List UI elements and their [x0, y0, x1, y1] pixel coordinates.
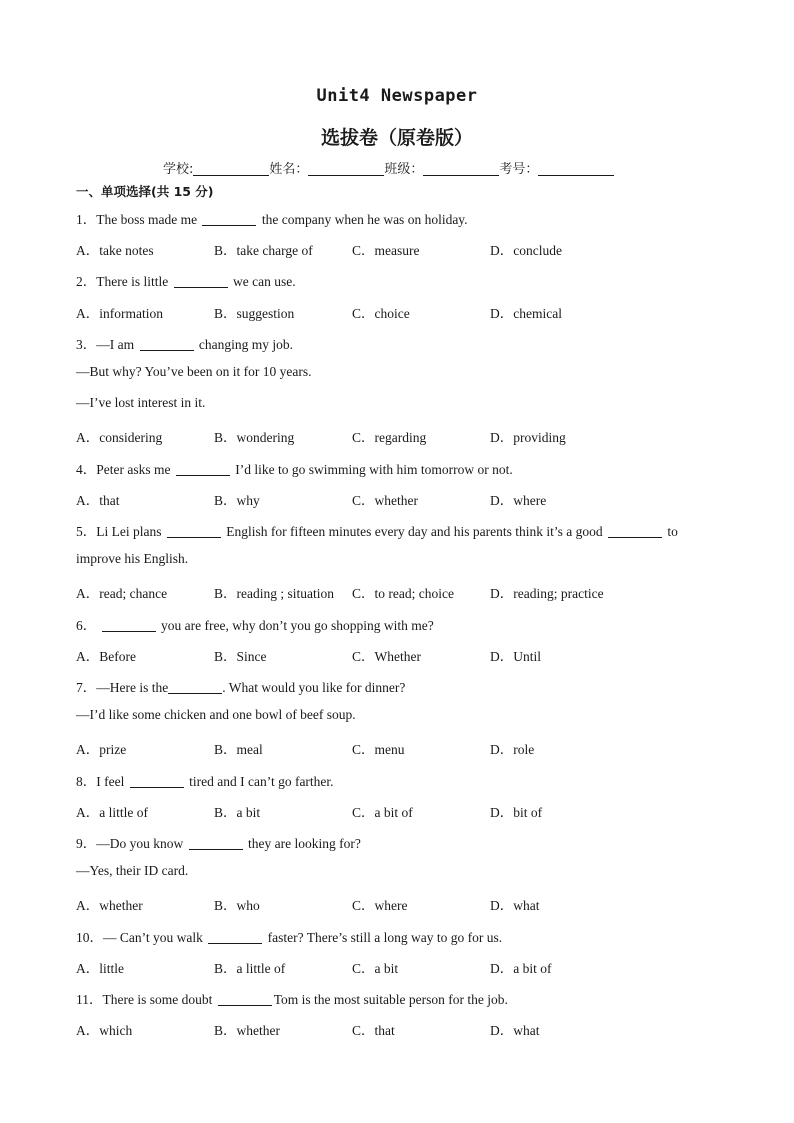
- option-d[interactable]: D．providing: [490, 430, 566, 445]
- question-text: —I am: [96, 337, 135, 352]
- school-label: 学校:: [163, 162, 194, 177]
- question-text: the company when he was on holiday.: [261, 212, 468, 227]
- option-c[interactable]: C．menu: [352, 742, 405, 757]
- question-7: [76, 676, 405, 696]
- option-c[interactable]: C．whether: [352, 493, 418, 508]
- option-d[interactable]: D．role: [490, 742, 535, 757]
- question-text: . What would you like for dinner?: [222, 680, 406, 695]
- option-c[interactable]: C．measure: [352, 243, 420, 258]
- option-d[interactable]: D．Until: [490, 649, 542, 664]
- question-1: [76, 208, 468, 228]
- option-a[interactable]: A．that: [76, 493, 120, 508]
- question-text: we can use.: [232, 274, 296, 289]
- option-a[interactable]: A．prize: [76, 742, 127, 757]
- question-text: — Can’t you walk: [103, 930, 203, 945]
- section-title: 一、单项选择(共 15 分): [76, 184, 214, 199]
- question-text: I feel: [96, 774, 125, 789]
- option-b[interactable]: B．who: [214, 898, 260, 913]
- question-6: [76, 614, 434, 634]
- question-2: [76, 270, 296, 290]
- question-continuation: improve his English.: [76, 551, 189, 566]
- exam-no-field[interactable]: [538, 161, 614, 176]
- question-8: [76, 770, 334, 790]
- option-c[interactable]: C．choice: [352, 306, 410, 321]
- question-text: to: [667, 524, 678, 539]
- exam-no-label: 考号：: [499, 162, 539, 177]
- option-c[interactable]: C．a bit: [352, 961, 399, 976]
- question-text: Peter asks me: [96, 462, 171, 477]
- question-text: tired and I can’t go farther.: [189, 774, 334, 789]
- answer-blank[interactable]: [174, 274, 228, 288]
- dialogue-line: —Yes, their ID card.: [76, 863, 189, 878]
- option-a[interactable]: A．a little of: [76, 805, 148, 820]
- question-number: 9．: [76, 836, 97, 851]
- question-11: [76, 988, 508, 1008]
- question-number: 7．: [76, 680, 97, 695]
- answer-blank[interactable]: [168, 680, 222, 694]
- option-c[interactable]: C．to read; choice: [352, 586, 454, 601]
- question-text: —Here is the: [96, 680, 169, 695]
- answer-blank[interactable]: [189, 836, 243, 850]
- answer-blank[interactable]: [176, 462, 230, 476]
- question-number: 10．: [76, 930, 103, 945]
- question-text: faster? There’s still a long way to go for us.: [267, 930, 503, 945]
- name-label: 姓名：: [269, 162, 309, 177]
- option-b[interactable]: B．a little of: [214, 961, 286, 976]
- option-d[interactable]: D．what: [490, 1023, 540, 1038]
- option-b[interactable]: B．take charge of: [214, 243, 313, 258]
- answer-blank[interactable]: [130, 774, 184, 788]
- class-label: 班级：: [384, 162, 424, 177]
- answer-blank[interactable]: [202, 212, 256, 226]
- option-d[interactable]: D．chemical: [490, 306, 562, 321]
- document-title: Unit4 Newspaper: [316, 86, 478, 106]
- question-text: There is some doubt: [102, 992, 213, 1007]
- question-10: [76, 926, 502, 946]
- option-d[interactable]: D．reading; practice: [490, 586, 604, 601]
- option-c[interactable]: C．a bit of: [352, 805, 413, 820]
- question-number: 5．: [76, 524, 97, 539]
- option-c[interactable]: C．where: [352, 898, 408, 913]
- question-text: you are free, why don’t you go shopping with me?: [161, 618, 434, 633]
- question-number: 11．: [76, 992, 103, 1007]
- option-a[interactable]: A．take notes: [76, 243, 154, 258]
- answer-blank[interactable]: [167, 524, 221, 538]
- option-d[interactable]: D．bit of: [490, 805, 543, 820]
- question-text: English for fifteen minutes every day and his parents think it’s a good: [226, 524, 603, 539]
- option-c[interactable]: C．regarding: [352, 430, 427, 445]
- answer-blank[interactable]: [208, 930, 262, 944]
- option-d[interactable]: D．where: [490, 493, 547, 508]
- option-a[interactable]: A．information: [76, 306, 163, 321]
- dialogue-line: —I’d like some chicken and one bowl of beef soup.: [76, 707, 356, 722]
- question-5: [76, 520, 678, 540]
- dialogue-line: —But why? You’ve been on it for 10 years.: [76, 364, 312, 379]
- question-text: The boss made me: [96, 212, 198, 227]
- option-a[interactable]: A．Before: [76, 649, 136, 664]
- question-number: 4．: [76, 462, 97, 477]
- option-a[interactable]: A．little: [76, 961, 124, 976]
- option-c[interactable]: C．that: [352, 1023, 395, 1038]
- question-number: 3．: [76, 337, 97, 352]
- answer-blank[interactable]: [218, 992, 272, 1006]
- school-field[interactable]: [193, 161, 269, 176]
- option-d[interactable]: D．what: [490, 898, 540, 913]
- option-b[interactable]: B．whether: [214, 1023, 280, 1038]
- answer-blank[interactable]: [608, 524, 662, 538]
- option-a[interactable]: A．considering: [76, 430, 163, 445]
- answer-blank[interactable]: [140, 337, 194, 351]
- answer-blank[interactable]: [102, 618, 156, 632]
- option-b[interactable]: B．reading ; situation: [214, 586, 334, 601]
- option-a[interactable]: A．whether: [76, 898, 143, 913]
- question-text: —Do you know: [96, 836, 184, 851]
- name-field[interactable]: [308, 161, 384, 176]
- option-c[interactable]: C．Whether: [352, 649, 421, 664]
- question-number: 8．: [76, 774, 97, 789]
- option-b[interactable]: B．suggestion: [214, 306, 295, 321]
- dialogue-line: —I’ve lost interest in it.: [76, 395, 206, 410]
- question-9: [76, 832, 361, 852]
- option-b[interactable]: B．a bit: [214, 805, 261, 820]
- question-text: they are looking for?: [248, 836, 361, 851]
- question-text: I’d like to go swimming with him tomorrow or not.: [235, 462, 513, 477]
- question-number: 2．: [76, 274, 97, 289]
- option-b[interactable]: B．Since: [214, 649, 267, 664]
- question-text: changing my job.: [198, 337, 293, 352]
- question-text: Li Lei plans: [96, 524, 162, 539]
- option-b[interactable]: B．meal: [214, 742, 263, 757]
- class-field[interactable]: [423, 161, 499, 176]
- student-info-row: [163, 158, 614, 177]
- option-b[interactable]: B．wondering: [214, 430, 295, 445]
- question-text: Tom is the most suitable person for the job.: [273, 992, 508, 1007]
- option-a[interactable]: A．read; chance: [76, 586, 168, 601]
- question-number: 6．: [76, 618, 97, 633]
- question-3: [76, 333, 293, 353]
- question-text: There is little: [96, 274, 169, 289]
- question-4: [76, 458, 513, 478]
- question-number: 1．: [76, 212, 97, 227]
- option-a[interactable]: A．which: [76, 1023, 133, 1038]
- option-d[interactable]: D．a bit of: [490, 961, 552, 976]
- option-d[interactable]: D．conclude: [490, 243, 562, 258]
- option-b[interactable]: B．why: [214, 493, 260, 508]
- document-subtitle: 选拔卷（原卷版）: [320, 127, 473, 149]
